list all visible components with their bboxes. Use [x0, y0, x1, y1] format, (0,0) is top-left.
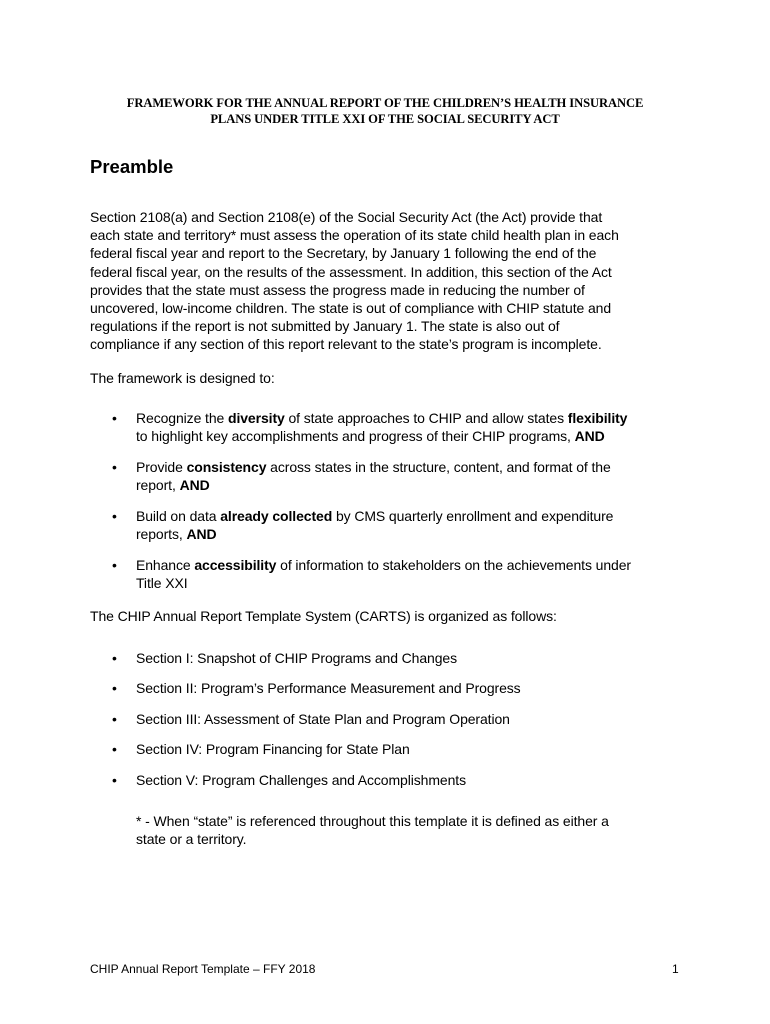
intro-paragraph: [90, 208, 690, 354]
bullet-emphasis: AND: [179, 477, 210, 494]
bullet-text: Build on data: [136, 508, 221, 524]
intro-line: uncovered, low-income children. The state is out of compliance with CHIP statute and: [90, 300, 612, 317]
bullet-emphasis: consistency: [186, 459, 267, 475]
intro-line: compliance if any section of this report relevant to the state’s program is incomplete.: [90, 336, 602, 353]
bullet-text: reports,: [136, 526, 187, 543]
bullet-icon: •: [112, 741, 117, 757]
section-item-label: Section III: Assessment of State Plan and Program Operation: [136, 711, 510, 727]
intro-line: each state and territory* must assess the operation of its state child health plan in each: [90, 227, 619, 244]
bullet-emphasis: diversity: [228, 410, 285, 426]
title-line-1: FRAMEWORK FOR THE ANNUAL REPORT OF THE CHILDREN’S HEALTH INSURANCE: [126, 96, 644, 110]
bullet-icon: •: [112, 459, 117, 475]
bullet-emphasis: already collected: [220, 508, 333, 524]
bullet-text: of information to stakeholders on the achievements under: [276, 557, 631, 573]
bullet-emphasis: accessibility: [194, 557, 277, 573]
bullet-icon: •: [112, 557, 117, 573]
section-item-label: Section II: Program’s Performance Measurement and Progress: [136, 680, 521, 696]
section-item-label: Section IV: Program Financing for State Plan: [136, 741, 410, 757]
bullet-text: Provide: [136, 459, 187, 475]
footer-label: CHIP Annual Report Template – FFY 2018: [90, 962, 316, 976]
bullet-text: by CMS quarterly enrollment and expenditure: [332, 508, 614, 524]
bullet-emphasis: AND: [574, 428, 605, 445]
footnote: [136, 812, 609, 848]
intro-line: provides that the state must assess the progress made in reducing the number of: [90, 281, 585, 298]
bullet-text: Recognize the: [136, 410, 228, 426]
bullet-text: Title XXI: [136, 575, 188, 592]
bullet-icon: •: [112, 508, 117, 524]
footnote-line: * - When “state” is referenced throughout this template it is defined as either a: [136, 813, 609, 829]
carts-intro: The CHIP Annual Report Template System (CARTS) is organized as follows:: [90, 608, 557, 624]
preamble-heading: Preamble: [90, 156, 174, 177]
bullet-emphasis: AND: [186, 526, 217, 543]
bullet-text: to highlight key accomplishments and progress of their CHIP programs,: [136, 428, 575, 445]
bullet-icon: •: [112, 711, 117, 727]
framework-intro: The framework is designed to:: [90, 370, 275, 386]
document-title: [80, 95, 690, 127]
bullet-icon: •: [112, 772, 117, 788]
section-item-label: Section V: Program Challenges and Accomplishments: [136, 772, 466, 788]
bullet-icon: •: [112, 650, 117, 666]
bullet-text: Enhance: [136, 557, 195, 573]
title-line-2: PLANS UNDER TITLE XXI OF THE SOCIAL SECURITY ACT: [210, 112, 560, 126]
page-number: 1: [672, 962, 679, 976]
footnote-line: state or a territory.: [136, 831, 247, 848]
bullet-text: across states in the structure, content, and format of the: [266, 459, 611, 475]
section-item-label: Section I: Snapshot of CHIP Programs and Changes: [136, 650, 458, 666]
intro-line: regulations if the report is not submitted by January 1. The state is also out of: [90, 318, 560, 335]
intro-line: federal fiscal year and report to the Secretary, by January 1 following the end of the: [90, 245, 597, 262]
bullet-text: of state approaches to CHIP and allow states: [284, 410, 568, 426]
bullet-text: report,: [136, 477, 180, 494]
bullet-icon: •: [112, 410, 117, 426]
intro-line: Section 2108(a) and Section 2108(e) of the Social Security Act (the Act) provide that: [90, 209, 603, 225]
bullet-icon: •: [112, 680, 117, 696]
bullet-emphasis: flexibility: [567, 410, 628, 426]
intro-line: federal fiscal year, on the results of the assessment. In addition, this section of the Act: [90, 263, 612, 280]
